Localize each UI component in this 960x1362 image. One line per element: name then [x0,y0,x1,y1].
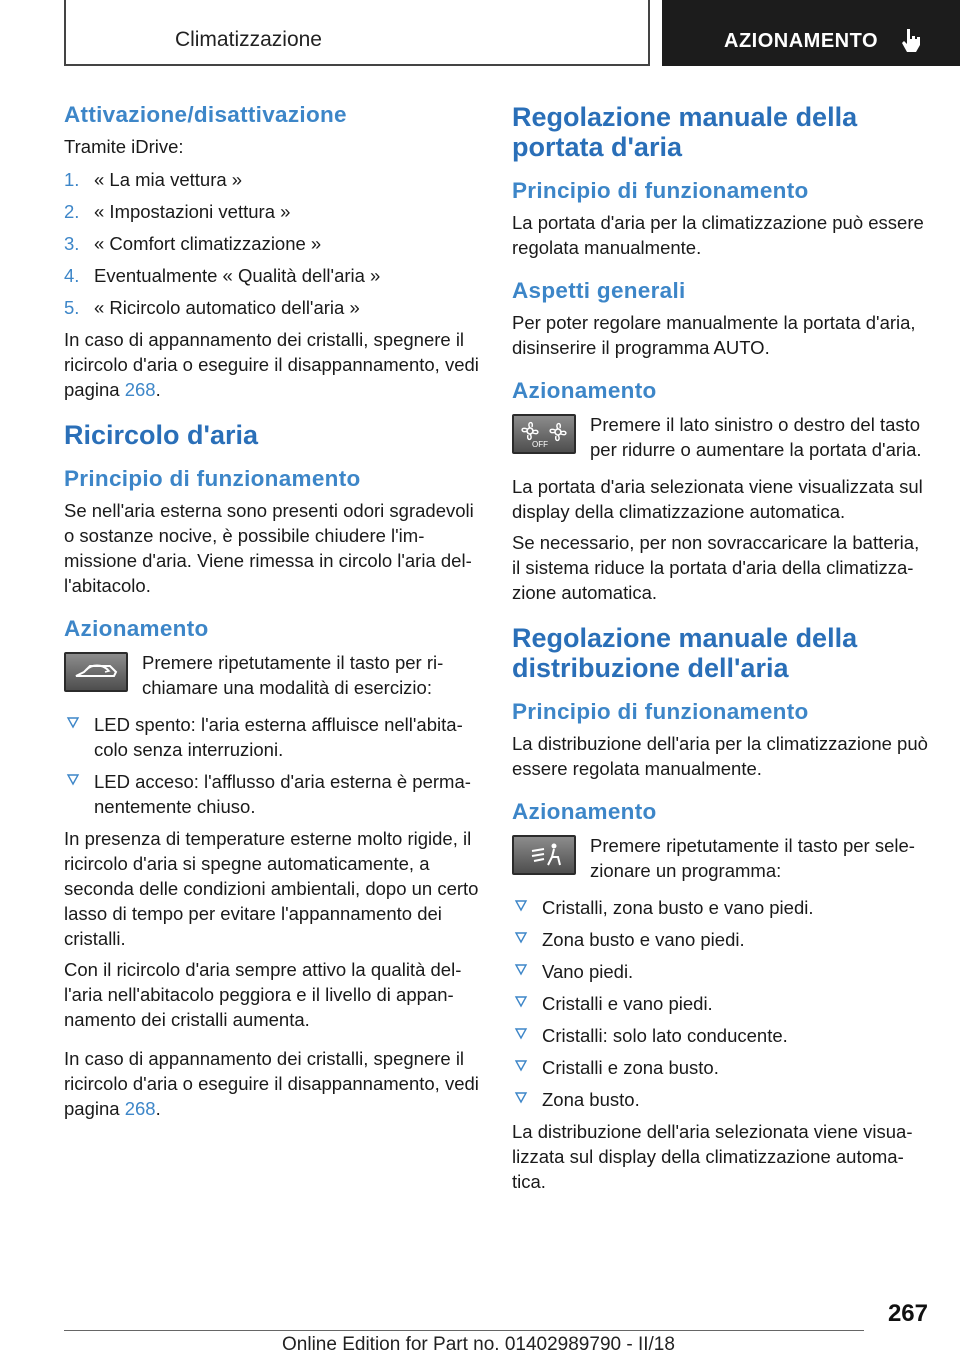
triangle-bullet-icon [514,1090,528,1104]
note-text: In caso di appannamento dei cristalli, spegnere il ricircolo d'aria o eseguire il disappannamento, vedi pagina [64,329,479,400]
bullet-text: Vano piedi. [542,961,634,982]
list-item [64,263,480,288]
program-bullet-list [512,895,928,1112]
recirculation-button-image [64,652,128,692]
list-item [64,231,480,256]
off-label: OFF [532,440,548,449]
fan-icon [514,416,574,452]
list-item [512,991,928,1016]
footer-edition: Online Edition for Part no. 01402989790 - II/18 [282,1334,675,1355]
section-heading: Azionamento [512,799,657,824]
paragraph: Premere ripetutamente il tasto per selezionare un programma: [590,835,915,881]
list-item [512,1023,928,1048]
page-number: 267 [887,1300,928,1327]
page-link[interactable]: 268 [124,379,156,400]
paragraph: Premere ripetutamente il tasto per richiamare una modalità di esercizio: [142,652,444,698]
list-item [64,712,480,762]
chapter-heading: Regolazione manuale della portata d'aria [512,102,858,162]
list-item [512,1087,928,1112]
header-chapter-title: AZIONAMENTO [724,30,879,52]
bullet-text: Cristalli, zona busto e vano piedi. [542,897,814,918]
paragraph: In presenza di temperature esterne molto rigide, il ricircolo d'aria si spegne automaticamente, a seconda delle condizioni ambientali, dopo un certo lasso di tempo per evitare l'appannamento dei cristalli. [64,828,479,949]
section-heading: Principio di funzionamento [64,466,361,491]
recirculation-icon [66,654,126,690]
step-number: 3. [64,233,80,254]
bullet-text: LED acceso: l'afflusso d'aria esterna è permanentemente chiuso. [94,771,471,817]
paragraph: La portata d'aria selezionata viene visualizzata sul display della climatizzazione automatica. [512,476,923,522]
step-text: « La mia vettura » [94,169,243,190]
air-distribution-icon [514,837,574,873]
bullet-text: Cristalli e zona busto. [542,1057,719,1078]
button-description [512,412,928,466]
paragraph: Se necessario, per non sovraccaricare la batteria, il sistema riduce la portata d'aria della climatizzazione automatica. [512,532,920,603]
step-text: Eventualmente « Qualità dell'aria » [94,265,381,286]
right-column [512,102,928,1200]
idrive-steps-list [64,167,480,320]
note-text: . [155,379,161,400]
list-item [64,769,480,819]
step-number: 4. [64,265,80,286]
step-text: « Impostazioni vettura » [94,201,291,222]
bullet-text: Zona busto e vano piedi. [542,929,745,950]
button-description [512,833,928,887]
chapter-heading: Ricircolo d'aria [64,420,258,450]
note-text: . [155,1098,161,1119]
paragraph: Tramite iDrive: [64,136,184,157]
paragraph: Se nell'aria esterna sono presenti odori sgradevoli o sostanze nocive, è possibile chiudere l'immissione d'aria. Viene rimessa in circolo l'aria dell'abitacolo. [64,500,474,596]
section-heading: Azionamento [64,616,209,641]
list-item [64,199,480,224]
triangle-bullet-icon [514,994,528,1008]
header-chapter-tab [662,0,960,66]
paragraph: Con il ricircolo d'aria sempre attivo la qualità dell'aria nell'abitacolo peggiora e il livello di appannamento dei cristalli aumenta. [64,959,462,1030]
paragraph: La distribuzione dell'aria selezionata viene visualizzata sul display della climatizzazione automatica. [512,1121,913,1192]
triangle-bullet-icon [514,1026,528,1040]
paragraph: La portata d'aria per la climatizzazione può essere regolata manualmente. [512,212,924,258]
led-bullet-list [64,712,480,819]
air-distribution-button-image [512,835,576,875]
section-heading: Attivazione/disattivazione [64,102,347,127]
footer-divider [64,1330,864,1331]
bullet-text: Zona busto. [542,1089,640,1110]
section-heading: Azionamento [512,378,657,403]
fan-speed-button-image [512,414,576,454]
paragraph: Premere il lato sinistro o destro del tasto per ridurre o aumentare la portata d'aria. [590,414,922,460]
bullet-text: Cristalli: solo lato conducente. [542,1025,788,1046]
page-link[interactable]: 268 [124,1098,156,1119]
chapter-heading: Regolazione manuale della distribuzione dell'aria [512,623,858,683]
triangle-bullet-icon [66,772,80,786]
list-item [64,295,480,320]
button-description [64,650,480,704]
step-number: 5. [64,297,80,318]
step-text: « Ricircolo automatico dell'aria » [94,297,360,318]
bullet-text: LED spento: l'aria esterna affluisce nell'abitacolo senza interruzioni. [94,714,463,760]
paragraph: Per poter regolare manualmente la portata d'aria, disinserire il programma AUTO. [512,312,916,358]
header-section-box [64,0,650,66]
left-column [64,102,480,1127]
triangle-bullet-icon [514,898,528,912]
triangle-bullet-icon [514,1058,528,1072]
step-number: 2. [64,201,80,222]
hand-pointer-icon [898,27,924,53]
list-item [64,167,480,192]
triangle-bullet-icon [514,962,528,976]
triangle-bullet-icon [66,715,80,729]
section-heading: Principio di funzionamento [512,178,809,203]
paragraph [64,327,480,402]
list-item [512,1055,928,1080]
step-number: 1. [64,169,80,190]
section-heading: Aspetti generali [512,278,686,303]
list-item [512,895,928,920]
paragraph [64,1046,480,1121]
list-item [512,927,928,952]
section-heading: Principio di funzionamento [512,699,809,724]
triangle-bullet-icon [514,930,528,944]
step-text: « Comfort climatizzazione » [94,233,322,254]
bullet-text: Cristalli e vano piedi. [542,993,713,1014]
note-text: In caso di appannamento dei cristalli, spegnere il ricircolo d'aria o eseguire il disappannamento, vedi pagina [64,1048,479,1119]
paragraph: La distribuzione dell'aria per la climatizzazione può essere regolata manualmente. [512,733,928,779]
header-section-title: Climatizzazione [174,28,322,51]
list-item [512,959,928,984]
